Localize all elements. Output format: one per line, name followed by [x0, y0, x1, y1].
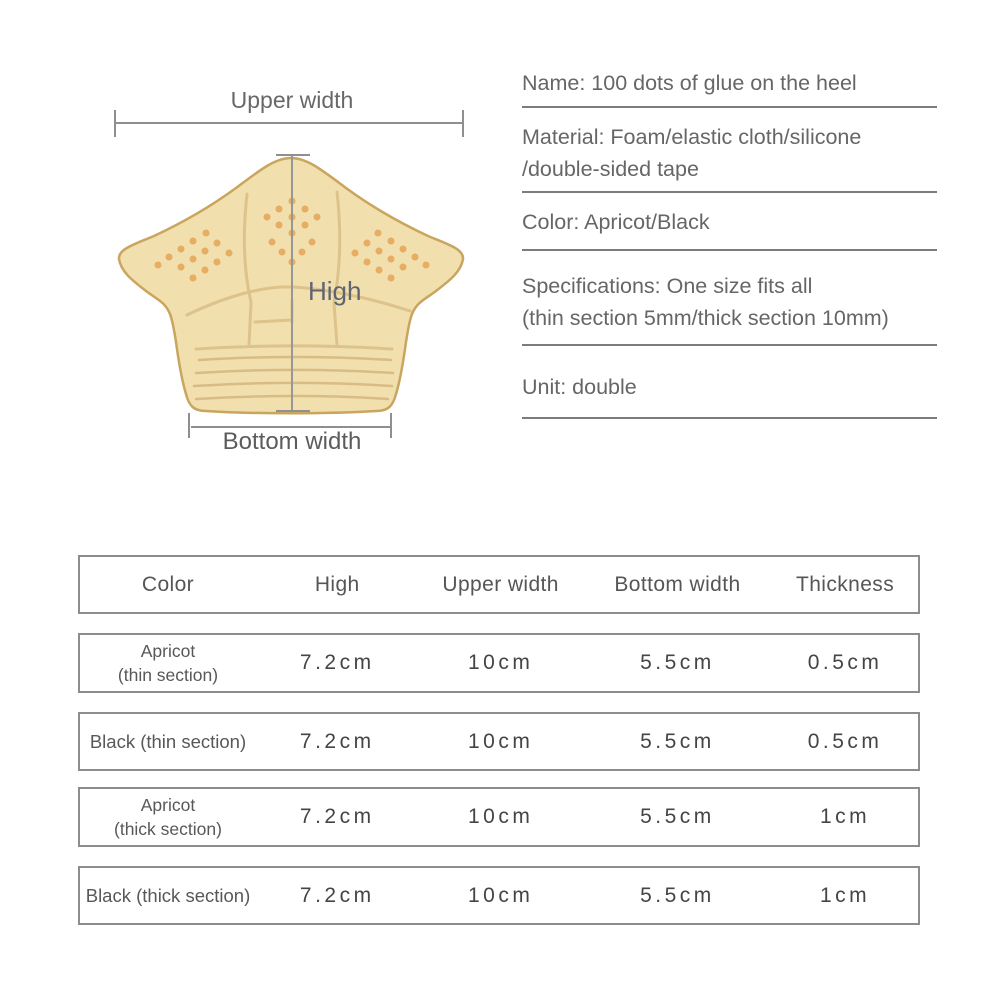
cell-color-line1: Black (thin section)	[89, 730, 247, 752]
cell-color	[80, 730, 256, 754]
header-bottom-width: Bottom width	[614, 572, 741, 596]
cell-color-line1: Black (thick section)	[85, 884, 251, 906]
spec-specifications	[522, 270, 942, 334]
table-row	[78, 633, 920, 693]
upper-width-measure-line	[114, 122, 464, 124]
header-high: High	[314, 572, 360, 596]
cell-bottom-width: 5.5cm	[640, 883, 715, 907]
cell-color-line1: Apricot	[140, 795, 196, 815]
cell-high: 7.2cm	[299, 651, 375, 674]
cell-high: 7.2cm	[299, 805, 375, 828]
spec-color-line1: Color: Apricot/Black	[522, 210, 710, 234]
cell-upper-width: 10cm	[467, 729, 534, 753]
high-measure-line	[291, 156, 293, 412]
spec-specifications-line2: (thin section 5mm/thick section 10mm)	[522, 306, 889, 330]
table-row	[78, 787, 920, 847]
cell-bottom-width: 5.5cm	[640, 651, 715, 674]
cell-high: 7.2cm	[299, 883, 375, 907]
bottom-width-label: Bottom width	[222, 428, 362, 455]
upper-width-tick-left	[114, 110, 116, 137]
size-table-header	[78, 555, 920, 614]
spec-material	[522, 121, 942, 185]
spec-divider	[522, 106, 937, 108]
cell-thickness: 1cm	[819, 805, 871, 828]
cell-thickness: 0.5cm	[807, 651, 883, 674]
table-row	[78, 712, 920, 771]
high-bottom-tick	[276, 410, 310, 412]
cell-color-line1: Apricot	[140, 641, 196, 661]
cell-upper-width: 10cm	[467, 805, 534, 828]
spec-material-line1: Material: Foam/elastic cloth/silicone	[522, 125, 862, 149]
spec-color	[522, 206, 942, 238]
spec-name	[522, 67, 942, 99]
cell-color	[80, 639, 256, 687]
spec-unit	[522, 371, 942, 403]
spec-divider	[522, 249, 937, 251]
cell-thickness: 0.5cm	[807, 729, 883, 753]
table-row	[78, 866, 920, 925]
spec-divider	[522, 344, 937, 346]
spec-name-line1: Name: 100 dots of glue on the heel	[522, 71, 857, 95]
spec-specifications-line1: Specifications: One size fits all	[522, 274, 813, 298]
header-color: Color	[141, 572, 195, 596]
upper-width-tick-right	[462, 110, 464, 137]
high-top-tick	[276, 154, 310, 156]
header-upper-width: Upper width	[442, 572, 559, 596]
cell-upper-width: 10cm	[467, 651, 534, 674]
spec-unit-line1: Unit: double	[522, 375, 637, 399]
cell-upper-width: 10cm	[467, 883, 534, 907]
cell-color	[80, 793, 256, 841]
cell-color-line2: (thick section)	[114, 819, 222, 839]
cell-bottom-width: 5.5cm	[640, 805, 715, 828]
cell-color-line2: (thin section)	[117, 665, 219, 685]
header-thickness: Thickness	[795, 572, 895, 596]
cell-high: 7.2cm	[299, 729, 375, 753]
cell-bottom-width: 5.5cm	[640, 729, 715, 753]
spec-material-line2: /double-sided tape	[522, 157, 699, 181]
cell-color	[80, 884, 256, 908]
spec-divider	[522, 417, 937, 419]
cell-thickness: 1cm	[819, 883, 871, 907]
high-label: High	[308, 276, 362, 306]
spec-divider	[522, 191, 937, 193]
upper-width-label: Upper width	[230, 87, 354, 113]
